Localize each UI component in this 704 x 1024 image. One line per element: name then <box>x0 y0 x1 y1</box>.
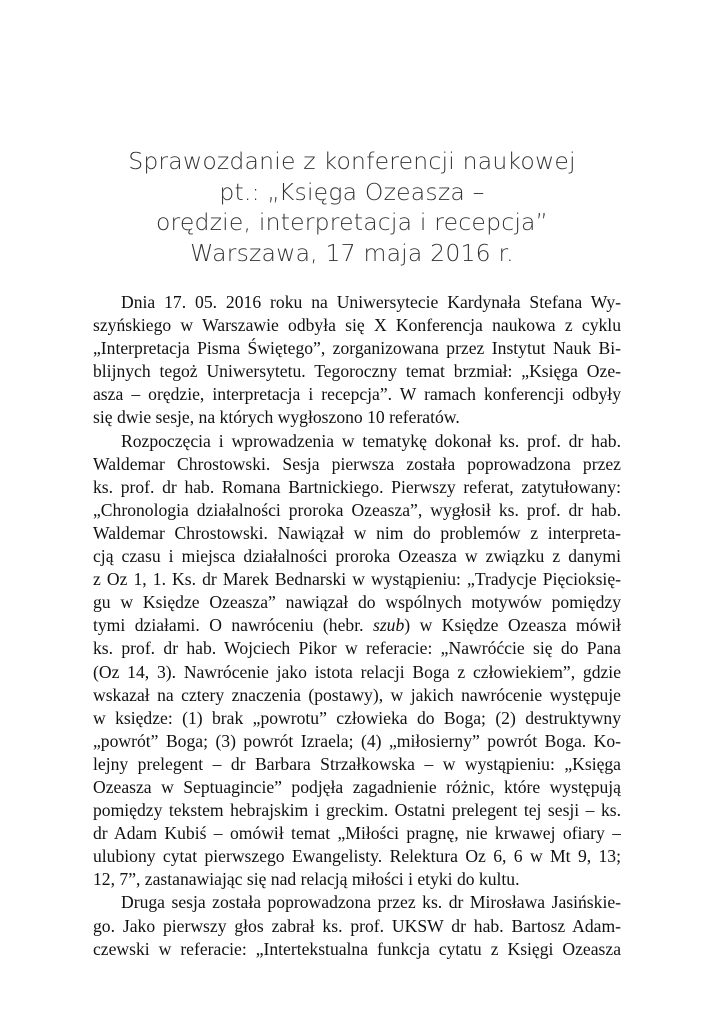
text-line: go. Jako pierwszy głos zabrał ks. prof. UKSW dr hab. Bartosz Adam- <box>93 915 621 936</box>
text-line: asza – orędzie, interpretacja i recepcja”. W ramach konferencji odbyły <box>93 384 621 405</box>
text-line: Ozeasza w Septuagincie” podjęła zagadnienie różnic, które występują <box>93 776 621 797</box>
title-line-1: Sprawozdanie z konferencji naukowej <box>128 147 576 175</box>
text-line: czewski w referacie: „Intertekstualna funkcja cytatu z Księgi Ozeasza <box>93 938 621 959</box>
text-line: (Oz 14, 3). Nawrócenie jako istota relacji Boga z człowiekiem”, gdzie <box>93 661 621 682</box>
text-line: „Chronologia działalności proroka Ozeasza”, wygłosił ks. prof. dr hab. <box>93 499 621 520</box>
text-line: cją czasu i miejsca działalności proroka Ozeasza w związku z danymi <box>93 546 621 567</box>
text-line: pomiędzy tekstem hebrajskim i greckim. Ostatni prelegent tej sesji – ks. <box>93 800 621 821</box>
text-line: w księdze: (1) brak „powrotu” człowieka do Boga; (2) destruktywny <box>93 707 621 728</box>
text-line: się dwie sesje, na których wygłoszono 10 referatów. <box>93 407 460 428</box>
text-line: z Oz 1, 1. Ks. dr Marek Bednarski w wystąpieniu: „Tradycje Pięcioksię- <box>93 569 621 590</box>
text-line: blijnych tegoż Uniwersytetu. Tegoroczny temat brzmiał: „Księga Oze- <box>93 361 621 382</box>
report-title <box>60 146 644 268</box>
body-text <box>93 291 621 961</box>
text-line: ulubiony cytat pierwszego Ewangelisty. Relektura Oz 6, 6 w Mt 9, 13; <box>93 846 621 867</box>
text-line: lejny prelegent – dr Barbara Strzałkowska – w wystąpieniu: „Księga <box>93 753 621 774</box>
text-line: ks. prof. dr hab. Romana Bartnickiego. Pierwszy referat, zatytułowany: <box>93 476 621 497</box>
text-line: tymi działami. O nawróceniu (hebr. szub) w Księdze Ozeasza mówił <box>93 615 621 636</box>
text-line: 12, 7”, zastanawiając się nad relacją miłości i etyki do kultu. <box>93 869 520 890</box>
hebrew-term: szub <box>372 615 405 636</box>
text-line: gu w Księdze Ozeasza” nawiązał do wspólnych motywów pomiędzy <box>93 592 621 613</box>
title-line-4: Warszawa, 17 maja 2016 r. <box>190 238 514 267</box>
text-line: „powrót” Boga; (3) powrót Izraela; (4) „miłosierny” powrót Boga. Ko- <box>93 730 621 751</box>
text-line: Dnia 17. 05. 2016 roku na Uniwersytecie Kardynała Stefana Wy- <box>121 292 621 312</box>
text-line: wskazał na cztery znaczenia (postawy), w jakich nawrócenie występuje <box>93 684 621 705</box>
text-line: Waldemar Chrostowski. Sesja pierwsza została poprowadzona przez <box>93 453 621 474</box>
text-line: Druga sesja została poprowadzona przez ks. dr Mirosława Jasińskie- <box>121 892 621 913</box>
text-line: Rozpoczęcia i wprowadzenia w tematykę dokonał ks. prof. dr hab. <box>121 430 621 451</box>
text-line: dr Adam Kubiś – omówił temat „Miłości pragnę, nie krwawej ofiary – <box>93 823 621 844</box>
text-line: szyńskiego w Warszawie odbyła się X Konferencja naukowa z cyklu <box>93 315 621 336</box>
text-line: „Interpretacja Pisma Świętego”, zorganizowana przez Instytut Nauk Bi- <box>93 338 621 359</box>
title-line-3: orędzie, interpretacja i recepcja” <box>155 208 549 236</box>
text-line: ks. prof. dr hab. Wojciech Pikor w referacie: „Nawróćcie się do Pana <box>93 638 621 659</box>
title-line-2: pt.: „Księga Ozeasza – <box>219 177 485 206</box>
text-line: Waldemar Chrostowski. Nawiązał w nim do problemów z interpreta- <box>93 522 621 543</box>
